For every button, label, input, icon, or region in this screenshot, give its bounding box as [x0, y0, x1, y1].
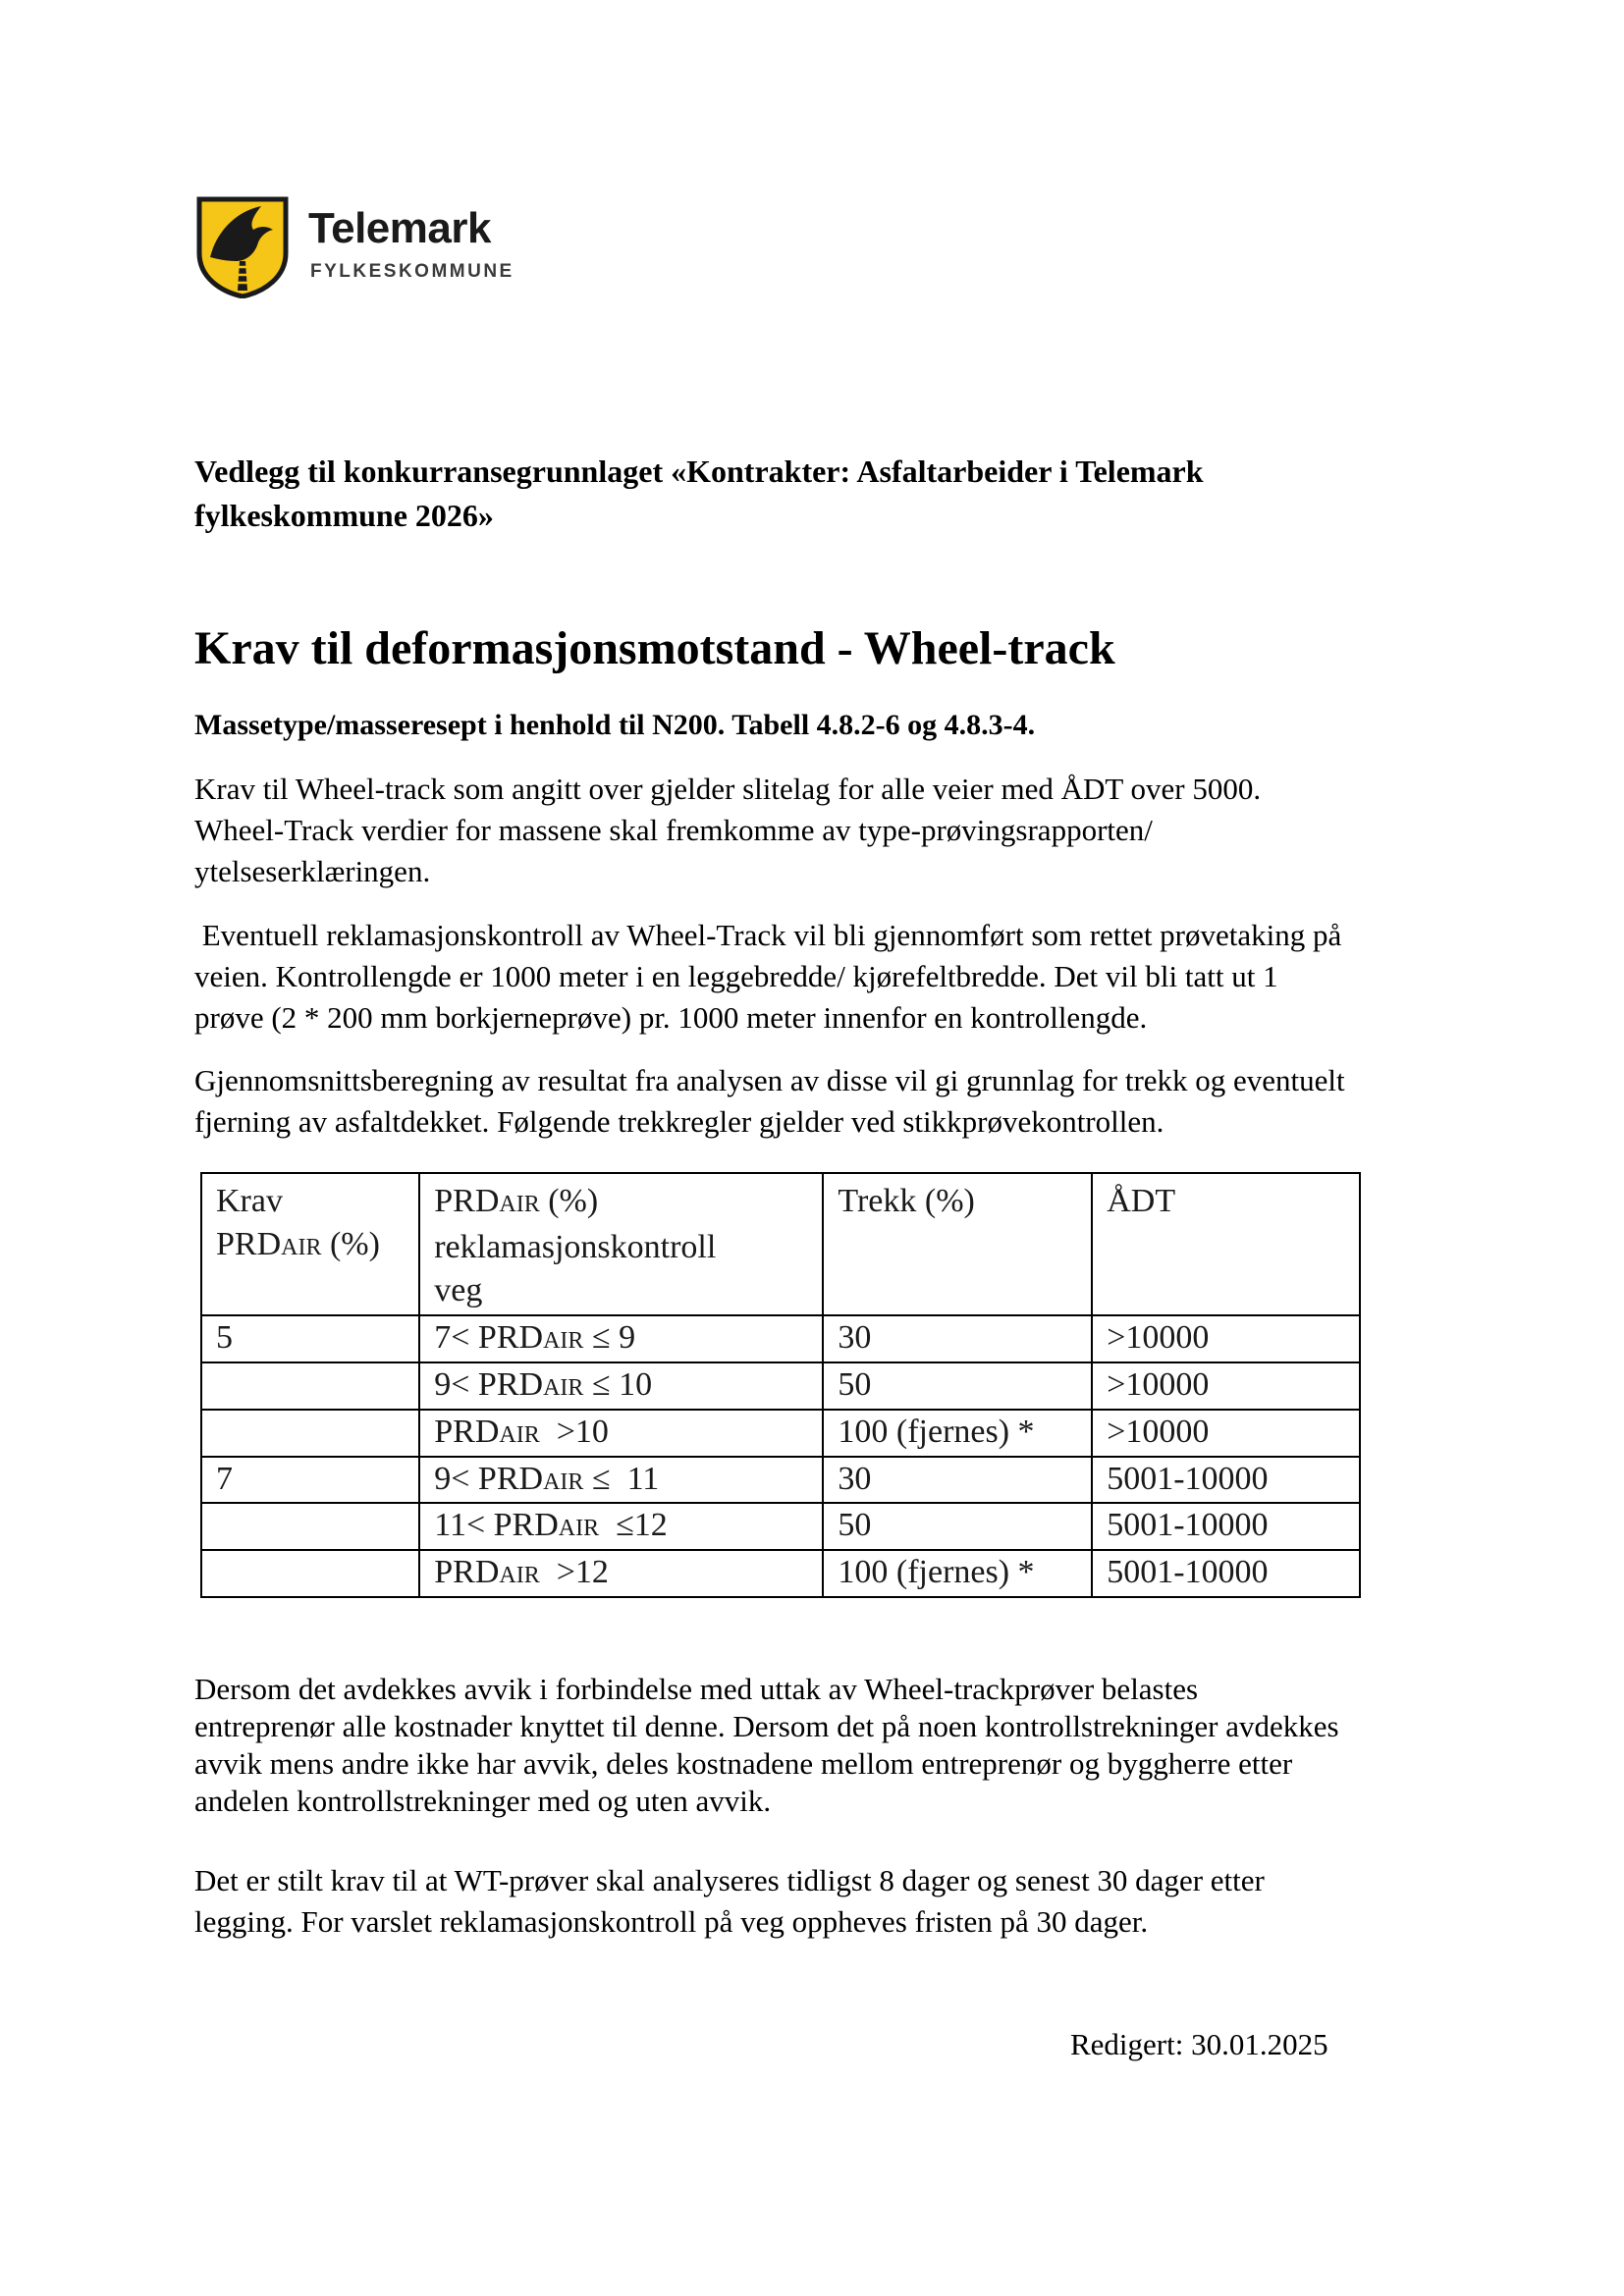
cell-prd-pre: 11< PRD: [434, 1507, 559, 1544]
table-row: [201, 1457, 1360, 1504]
shield-icon: [196, 196, 289, 298]
cell-krav: 5: [201, 1315, 419, 1362]
cell-prd-sub: AIR: [543, 1328, 584, 1355]
table-header-row: [201, 1173, 1360, 1315]
cell-prd: [419, 1362, 823, 1410]
cell-krav: [201, 1550, 419, 1597]
cell-trekk: 50: [823, 1362, 1092, 1410]
header-reklam-line3: veg: [434, 1272, 483, 1308]
text-line: andelen kontrollstrekninger med og uten avvik.: [194, 1784, 772, 1818]
cell-adt: 5001-10000: [1092, 1550, 1360, 1597]
header-krav: [201, 1173, 419, 1315]
cell-krav: 7: [201, 1457, 419, 1504]
header-krav-label: Krav: [216, 1183, 283, 1219]
cell-adt: >10000: [1092, 1315, 1360, 1362]
header-reklam-prd: PRD: [434, 1183, 500, 1219]
header-reklam-sub: AIR: [499, 1192, 540, 1217]
text-line: Dersom det avdekkes avvik i forbindelse med uttak av Wheel-trackprøver belastes: [194, 1672, 1199, 1706]
paragraph-requirements: [194, 769, 1471, 892]
text-line: ytelseserklæringen.: [194, 854, 431, 888]
cell-trekk: 30: [823, 1457, 1092, 1504]
cell-prd: [419, 1410, 823, 1457]
text-line: entreprenør alle kostnader knyttet til denne. Dersom det på noen kontrollstrekninger avdekkes: [194, 1709, 1339, 1743]
deduction-table: [200, 1172, 1361, 1598]
cell-prd-post: >10: [539, 1413, 609, 1450]
cell-prd: [419, 1550, 823, 1597]
cell-adt: 5001-10000: [1092, 1457, 1360, 1504]
cell-prd: [419, 1457, 823, 1504]
text-line: veien. Kontrollengde er 1000 meter i en leggebredde/ kjørefeltbredde. Det vil bli tatt ut 1: [194, 959, 1278, 993]
cell-prd-pre: PRD: [434, 1413, 500, 1450]
text-line: Wheel-Track verdier for massene skal fremkomme av type-prøvingsrapporten/: [194, 813, 1153, 847]
cell-krav: [201, 1410, 419, 1457]
paragraph-deadline: [194, 1860, 1471, 1943]
text-line: Eventuell reklamasjonskontroll av Wheel-Track vil bli gjennomført som rettet prøvetaking på: [194, 918, 1342, 952]
attachment-title: [194, 450, 1373, 538]
cell-prd: [419, 1503, 823, 1550]
cell-prd-post: >12: [539, 1554, 609, 1591]
header-reklam-line2: reklamasjonskontroll: [434, 1229, 717, 1265]
text-line: Det er stilt krav til at WT-prøver skal analyseres tidligst 8 dager og senest 30 dager etter: [194, 1863, 1265, 1897]
table-row: [201, 1362, 1360, 1410]
table-row: [201, 1410, 1360, 1457]
telemark-logo: [196, 196, 550, 299]
cell-prd-sub: AIR: [558, 1516, 600, 1542]
attachment-title-line: fylkeskommune 2026»: [194, 498, 494, 533]
header-trekk: Trekk (%): [823, 1173, 1092, 1315]
header-krav-prd: PRD: [216, 1226, 282, 1262]
cell-prd-post: ≤ 11: [583, 1460, 660, 1497]
cell-trekk: 100 (fjernes) *: [823, 1410, 1092, 1457]
cell-prd-pre: PRD: [434, 1554, 500, 1591]
cell-prd-post: ≤12: [599, 1507, 668, 1544]
table-row: [201, 1503, 1360, 1550]
logo-name: Telemark: [308, 204, 491, 252]
cell-krav: [201, 1503, 419, 1550]
header-krav-unit: (%): [321, 1226, 380, 1262]
header-adt: ÅDT: [1092, 1173, 1360, 1315]
cell-krav: [201, 1362, 419, 1410]
cell-trekk: 50: [823, 1503, 1092, 1550]
cell-adt: >10000: [1092, 1362, 1360, 1410]
cell-prd-pre: 7< PRD: [434, 1319, 544, 1357]
cell-prd-pre: 9< PRD: [434, 1460, 544, 1497]
header-krav-sub: AIR: [281, 1235, 322, 1260]
text-line: prøve (2 * 200 mm borkjerneprøve) pr. 1000 meter innenfor en kontrollengde.: [194, 1000, 1148, 1035]
attachment-title-line: Vedlegg til konkurransegrunnlaget «Kontrakter: Asfaltarbeider i Telemark: [194, 454, 1204, 489]
edited-date: Redigert: 30.01.2025: [1070, 2027, 1328, 2061]
page-title: Krav til deformasjonsmotstand - Wheel-track: [194, 622, 1115, 674]
cell-prd: [419, 1315, 823, 1362]
text-line: Krav til Wheel-track som angitt over gjelder slitelag for alle veier med ÅDT over 5000.: [194, 772, 1262, 806]
table-row: [201, 1315, 1360, 1362]
cell-prd-post: ≤ 9: [583, 1319, 636, 1357]
header-reklam-unit: (%): [539, 1183, 599, 1219]
cell-adt: >10000: [1092, 1410, 1360, 1457]
cell-adt: 5001-10000: [1092, 1503, 1360, 1550]
table-row: [201, 1550, 1360, 1597]
text-line: avvik mens andre ikke har avvik, deles kostnadene mellom entreprenør og byggherre etter: [194, 1746, 1293, 1781]
cell-trekk: 100 (fjernes) *: [823, 1550, 1092, 1597]
text-line: legging. For varslet reklamasjonskontroll på veg oppheves fristen på 30 dager.: [194, 1904, 1149, 1939]
cell-prd-post: ≤ 10: [583, 1366, 653, 1404]
cell-prd-sub: AIR: [543, 1468, 584, 1495]
paragraph-complaint-control: [194, 915, 1471, 1039]
cell-prd-pre: 9< PRD: [434, 1366, 544, 1404]
cell-prd-sub: AIR: [499, 1421, 540, 1448]
cell-prd-sub: AIR: [499, 1563, 540, 1589]
paragraph-costs: [194, 1671, 1471, 1820]
paragraph-average-calculation: [194, 1060, 1471, 1143]
cell-trekk: 30: [823, 1315, 1092, 1362]
cell-prd-sub: AIR: [543, 1375, 584, 1402]
page-subtitle: Massetype/masseresept i henhold til N200. Tabell 4.8.2-6 og 4.8.3-4.: [194, 709, 1036, 741]
text-line: Gjennomsnittsberegning av resultat fra analysen av disse vil gi grunnlag for trekk og eventuelt: [194, 1063, 1345, 1097]
text-line: fjerning av asfaltdekket. Følgende trekkregler gjelder ved stikkprøvekontrollen.: [194, 1104, 1164, 1139]
header-reklamasjon: [419, 1173, 823, 1315]
logo-subtitle: FYLKESKOMMUNE: [310, 261, 514, 282]
